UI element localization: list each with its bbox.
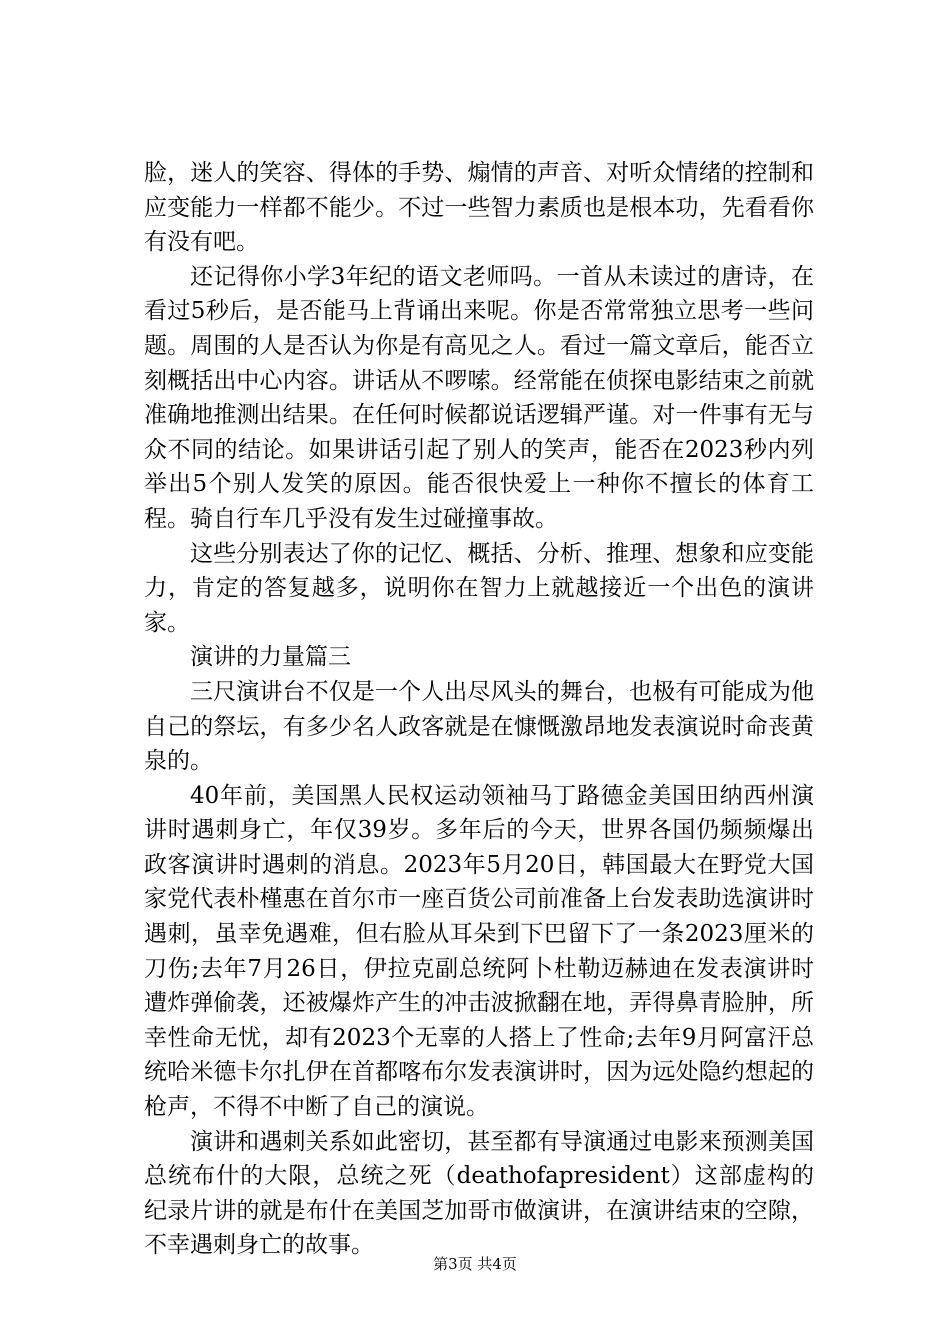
- paragraph-4: 三尺演讲台不仅是一个人出尽风头的舞台，也极有可能成为他自己的祭坛，有多少名人政客就是在慷慨激昂地发表演说时命丧黄泉的。: [144, 678, 814, 775]
- paragraph-2: 还记得你小学3年纪的语文老师吗。一首从未读过的唐诗，在看过5秒后，是否能马上背诵出来呢。你是否常常独立思考一些问题。周围的人是否认为你是有高见之人。看过一篇文章后，能否立刻概括出中心内容。讲话从不啰嗦。经常能在侦探电影结束之前就准确地推测出结果。在任何时候都说话逻辑严谨。对一件事有无与众不同的结论。如果讲话引起了别人的笑声，能否在2023秒内列举出5个别人发笑的原因。能否很快爱上一种你不擅长的体育工程。骑自行车几乎没有发生过碰撞事故。: [144, 263, 814, 532]
- paragraph-6: 演讲和遇刺关系如此密切，甚至都有导演通过电影来预测美国总统布什的大限，总统之死（deathofapresident）这部虚构的纪录片讲的就是布什在美国芝加哥市做演讲，在演讲结束的空隙，不幸遇刺身亡的故事。: [144, 1128, 814, 1259]
- section-heading: 演讲的力量篇三: [190, 644, 351, 671]
- document-body: [144, 156, 814, 1263]
- paragraph-5: 40年前，美国黑人民权运动领袖马丁路德金美国田纳西州演讲时遇刺身亡，年仅39岁。多年后的今天，世界各国仍频频爆出政客演讲时遇刺的消息。2023年5月20日，韩国最大在野党大国家党代表朴槿惠在首尔市一座百货公司前准备上台发表助选演讲时遇刺，虽幸免遇难，但右脸从耳朵到下巴留下了一条2023厘米的刀伤;去年7月26日，伊拉克副总统阿卜杜勒迈赫迪在发表演讲时遭炸弹偷袭，还被爆炸产生的冲击波掀翻在地，弄得鼻青脸肿，所幸性命无忧，却有2023个无辜的人搭上了性命;去年9月阿富汗总统哈米德卡尔扎伊在首都喀布尔发表演讲时，因为远处隐约想起的枪声，不得不中断了自己的演说。: [144, 782, 814, 1121]
- paragraph-3: 这些分别表达了你的记忆、概括、分析、推理、想象和应变能力，肯定的答复越多，说明你在智力上就越接近一个出色的演讲家。: [144, 540, 814, 636]
- paragraph-1: 脸，迷人的笑容、得体的手势、煽情的声音、对听众情绪的控制和应变能力一样都不能少。不过一些智力素质也是根本功，先看看你有没有吧。: [144, 160, 814, 256]
- page-number-footer: 第3页 共4页: [433, 1255, 517, 1273]
